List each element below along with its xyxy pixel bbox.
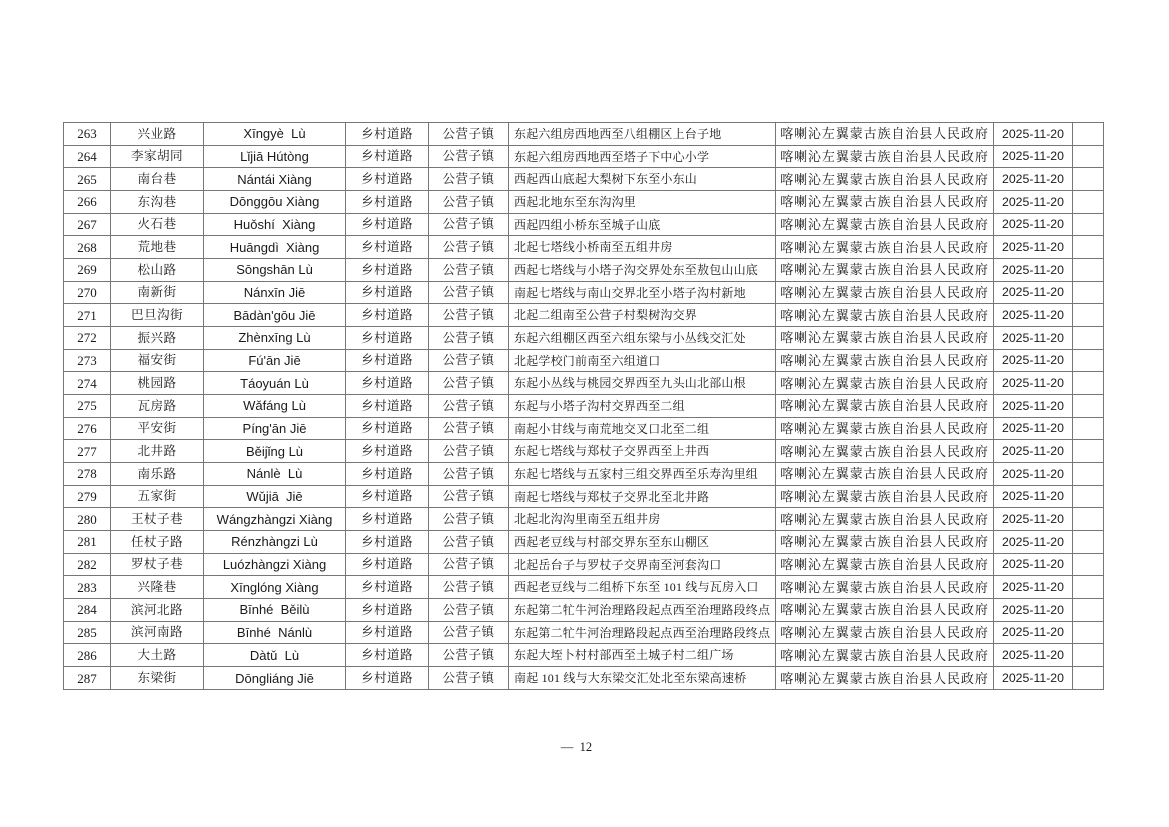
road-name-chinese: 兴业路 [111,123,204,146]
row-number: 265 [64,168,111,191]
road-name-pinyin: Táoyuán Lù [204,372,346,395]
township: 公营子镇 [429,213,509,236]
remarks-empty-cell [1073,372,1104,395]
approval-date: 2025-11-20 [994,485,1073,508]
road-type: 乡村道路 [346,599,429,622]
table-row [64,667,1104,690]
road-name-chinese: 大土路 [111,644,204,667]
approving-authority: 喀喇沁左翼蒙古族自治县人民政府 [776,168,994,191]
table-row [64,621,1104,644]
approving-authority: 喀喇沁左翼蒙古族自治县人民政府 [776,440,994,463]
approving-authority: 喀喇沁左翼蒙古族自治县人民政府 [776,531,994,554]
table-row [64,395,1104,418]
road-name-pinyin: Fú'ān Jiē [204,349,346,372]
township: 公营子镇 [429,259,509,282]
row-number: 277 [64,440,111,463]
table-row [64,123,1104,146]
road-name-chinese: 任杖子路 [111,531,204,554]
road-name-chinese: 瓦房路 [111,395,204,418]
approval-date: 2025-11-20 [994,236,1073,259]
approving-authority: 喀喇沁左翼蒙古族自治县人民政府 [776,417,994,440]
approval-date: 2025-11-20 [994,304,1073,327]
row-number: 275 [64,395,111,418]
road-extent-description: 东起七塔线与五家村三组交界西至乐寿沟里组 [509,463,776,486]
approval-date: 2025-11-20 [994,168,1073,191]
road-name-chinese: 松山路 [111,259,204,282]
page-number: — 12 [560,740,593,754]
road-type: 乡村道路 [346,327,429,350]
table-row [64,576,1104,599]
road-name-chinese: 福安街 [111,349,204,372]
table-row [64,644,1104,667]
road-extent-description: 东起第二牤牛河治理路段起点西至治理路段终点 [509,621,776,644]
approval-date: 2025-11-20 [994,463,1073,486]
road-type: 乡村道路 [346,667,429,690]
approval-date: 2025-11-20 [994,531,1073,554]
approval-date: 2025-11-20 [994,213,1073,236]
row-number: 282 [64,553,111,576]
remarks-empty-cell [1073,145,1104,168]
table-row [64,191,1104,214]
approval-date: 2025-11-20 [994,553,1073,576]
road-type: 乡村道路 [346,485,429,508]
road-extent-description: 北起七塔线小桥南至五组井房 [509,236,776,259]
township: 公营子镇 [429,168,509,191]
road-type: 乡村道路 [346,644,429,667]
road-type: 乡村道路 [346,236,429,259]
remarks-empty-cell [1073,304,1104,327]
approval-date: 2025-11-20 [994,508,1073,531]
remarks-empty-cell [1073,621,1104,644]
row-number: 268 [64,236,111,259]
approval-date: 2025-11-20 [994,395,1073,418]
approving-authority: 喀喇沁左翼蒙古族自治县人民政府 [776,236,994,259]
remarks-empty-cell [1073,327,1104,350]
table-row [64,145,1104,168]
township: 公营子镇 [429,508,509,531]
township: 公营子镇 [429,440,509,463]
road-type: 乡村道路 [346,576,429,599]
remarks-empty-cell [1073,485,1104,508]
row-number: 286 [64,644,111,667]
remarks-empty-cell [1073,213,1104,236]
road-extent-description: 东起六组棚区西至六组东梁与小丛线交汇处 [509,327,776,350]
road-name-pinyin: Nántái Xiàng [204,168,346,191]
approving-authority: 喀喇沁左翼蒙古族自治县人民政府 [776,621,994,644]
township: 公营子镇 [429,123,509,146]
row-number: 285 [64,621,111,644]
road-extent-description: 东起小丛线与桃园交界西至九头山北部山根 [509,372,776,395]
table-row [64,508,1104,531]
road-type: 乡村道路 [346,553,429,576]
road-name-pinyin: Bīnhé Běilù [204,599,346,622]
road-type: 乡村道路 [346,621,429,644]
approval-date: 2025-11-20 [994,145,1073,168]
township: 公营子镇 [429,576,509,599]
table-row [64,372,1104,395]
remarks-empty-cell [1073,463,1104,486]
road-name-chinese: 南台巷 [111,168,204,191]
approving-authority: 喀喇沁左翼蒙古族自治县人民政府 [776,463,994,486]
approval-date: 2025-11-20 [994,372,1073,395]
approval-date: 2025-11-20 [994,281,1073,304]
road-extent-description: 东起六组房西地西至塔子下中心小学 [509,145,776,168]
township: 公营子镇 [429,599,509,622]
table-row [64,531,1104,554]
remarks-empty-cell [1073,667,1104,690]
remarks-empty-cell [1073,576,1104,599]
remarks-empty-cell [1073,123,1104,146]
row-number: 280 [64,508,111,531]
road-name-chinese: 南新街 [111,281,204,304]
township: 公营子镇 [429,145,509,168]
approving-authority: 喀喇沁左翼蒙古族自治县人民政府 [776,259,994,282]
row-number: 270 [64,281,111,304]
table-row [64,485,1104,508]
row-number: 274 [64,372,111,395]
approval-date: 2025-11-20 [994,327,1073,350]
road-name-pinyin: Rénzhàngzi Lù [204,531,346,554]
approval-date: 2025-11-20 [994,621,1073,644]
road-type: 乡村道路 [346,213,429,236]
township: 公营子镇 [429,395,509,418]
road-name-pinyin: Xīngyè Lù [204,123,346,146]
row-number: 272 [64,327,111,350]
approval-date: 2025-11-20 [994,417,1073,440]
road-type: 乡村道路 [346,440,429,463]
road-extent-description: 西起北地东至东沟沟里 [509,191,776,214]
approving-authority: 喀喇沁左翼蒙古族自治县人民政府 [776,553,994,576]
road-name-pinyin: Bādàn'gōu Jiē [204,304,346,327]
township: 公营子镇 [429,667,509,690]
row-number: 264 [64,145,111,168]
road-name-chinese: 平安街 [111,417,204,440]
road-type: 乡村道路 [346,349,429,372]
road-name-pinyin: Huǒshí Xiàng [204,213,346,236]
table-row [64,327,1104,350]
road-extent-description: 西起七塔线与小塔子沟交界处东至敖包山山底 [509,259,776,282]
row-number: 287 [64,667,111,690]
road-name-chinese: 滨河北路 [111,599,204,622]
approving-authority: 喀喇沁左翼蒙古族自治县人民政府 [776,395,994,418]
approving-authority: 喀喇沁左翼蒙古族自治县人民政府 [776,213,994,236]
township: 公营子镇 [429,531,509,554]
road-extent-description: 北起北沟沟里南至五组井房 [509,508,776,531]
table-row [64,281,1104,304]
road-extent-description: 北起二组南至公营子村梨树沟交界 [509,304,776,327]
road-type: 乡村道路 [346,123,429,146]
road-name-chinese: 罗杖子巷 [111,553,204,576]
remarks-empty-cell [1073,259,1104,282]
road-name-chinese: 北井路 [111,440,204,463]
row-number: 266 [64,191,111,214]
road-name-pinyin: Běijǐng Lù [204,440,346,463]
township: 公营子镇 [429,372,509,395]
table-row [64,349,1104,372]
approval-date: 2025-11-20 [994,667,1073,690]
table-row [64,417,1104,440]
table-row [64,259,1104,282]
approving-authority: 喀喇沁左翼蒙古族自治县人民政府 [776,327,994,350]
remarks-empty-cell [1073,553,1104,576]
township: 公营子镇 [429,236,509,259]
road-extent-description: 南起七塔线与南山交界北至小塔子沟村新地 [509,281,776,304]
row-number: 269 [64,259,111,282]
road-name-chinese: 李家胡同 [111,145,204,168]
road-name-chinese: 火石巷 [111,213,204,236]
approval-date: 2025-11-20 [994,123,1073,146]
table-row [64,553,1104,576]
road-extent-description: 北起学校门前南至六组道口 [509,349,776,372]
road-extent-description: 西起四组小桥东至城子山底 [509,213,776,236]
township: 公营子镇 [429,553,509,576]
row-number: 281 [64,531,111,554]
road-name-pinyin: Sōngshān Lù [204,259,346,282]
approving-authority: 喀喇沁左翼蒙古族自治县人民政府 [776,349,994,372]
road-name-pinyin: Wǎfáng Lù [204,395,346,418]
road-name-pinyin: Bīnhé Nánlù [204,621,346,644]
road-name-pinyin: Nánlè Lù [204,463,346,486]
approval-date: 2025-11-20 [994,599,1073,622]
road-name-chinese: 振兴路 [111,327,204,350]
remarks-empty-cell [1073,236,1104,259]
approving-authority: 喀喇沁左翼蒙古族自治县人民政府 [776,667,994,690]
road-type: 乡村道路 [346,395,429,418]
road-type: 乡村道路 [346,259,429,282]
road-type: 乡村道路 [346,304,429,327]
approval-date: 2025-11-20 [994,576,1073,599]
road-name-chinese: 五家街 [111,485,204,508]
township: 公营子镇 [429,485,509,508]
road-extent-description: 南起七塔线与郑杖子交界北至北井路 [509,485,776,508]
approving-authority: 喀喇沁左翼蒙古族自治县人民政府 [776,599,994,622]
township: 公营子镇 [429,463,509,486]
road-extent-description: 东起大垤卜村村部西至土城子村二组广场 [509,644,776,667]
road-name-chinese: 东梁街 [111,667,204,690]
township: 公营子镇 [429,304,509,327]
township: 公营子镇 [429,281,509,304]
row-number: 283 [64,576,111,599]
row-number: 273 [64,349,111,372]
table-row [64,236,1104,259]
road-name-pinyin: Nánxīn Jiē [204,281,346,304]
approval-date: 2025-11-20 [994,191,1073,214]
road-type: 乡村道路 [346,508,429,531]
township: 公营子镇 [429,349,509,372]
remarks-empty-cell [1073,644,1104,667]
row-number: 267 [64,213,111,236]
approval-date: 2025-11-20 [994,349,1073,372]
road-extent-description: 西起老豆线与二组桥下东至 101 线与瓦房入口 [509,576,776,599]
remarks-empty-cell [1073,395,1104,418]
road-extent-description: 南起 101 线与大东梁交汇处北至东梁高速桥 [509,667,776,690]
remarks-empty-cell [1073,440,1104,463]
road-name-pinyin: Wángzhàngzi Xiàng [204,508,346,531]
approving-authority: 喀喇沁左翼蒙古族自治县人民政府 [776,281,994,304]
road-name-pinyin: Zhènxīng Lù [204,327,346,350]
township: 公营子镇 [429,417,509,440]
road-name-chinese: 滨河南路 [111,621,204,644]
approving-authority: 喀喇沁左翼蒙古族自治县人民政府 [776,145,994,168]
road-type: 乡村道路 [346,145,429,168]
approving-authority: 喀喇沁左翼蒙古族自治县人民政府 [776,644,994,667]
road-type: 乡村道路 [346,531,429,554]
road-type: 乡村道路 [346,372,429,395]
approving-authority: 喀喇沁左翼蒙古族自治县人民政府 [776,123,994,146]
township: 公营子镇 [429,191,509,214]
approving-authority: 喀喇沁左翼蒙古族自治县人民政府 [776,508,994,531]
table-body [64,123,1104,690]
table-row [64,168,1104,191]
road-type: 乡村道路 [346,417,429,440]
road-extent-description: 西起老豆线与村部交界东至东山棚区 [509,531,776,554]
road-name-pinyin: Huāngdì Xiàng [204,236,346,259]
road-name-chinese: 兴隆巷 [111,576,204,599]
table-row [64,463,1104,486]
remarks-empty-cell [1073,531,1104,554]
township: 公营子镇 [429,327,509,350]
approval-date: 2025-11-20 [994,440,1073,463]
road-name-chinese: 桃园路 [111,372,204,395]
road-extent-description: 南起小甘线与南荒地交叉口北至二组 [509,417,776,440]
road-name-pinyin: Luózhàngzi Xiàng [204,553,346,576]
road-extent-description: 北起岳台子与罗杖子交界南至河套沟口 [509,553,776,576]
road-name-pinyin: Píng'ān Jiē [204,417,346,440]
road-name-chinese: 东沟巷 [111,191,204,214]
road-name-pinyin: Dōngliáng Jiē [204,667,346,690]
table-row [64,304,1104,327]
remarks-empty-cell [1073,168,1104,191]
approving-authority: 喀喇沁左翼蒙古族自治县人民政府 [776,191,994,214]
road-name-chinese: 南乐路 [111,463,204,486]
road-name-pinyin: Wǔjiā Jiē [204,485,346,508]
remarks-empty-cell [1073,281,1104,304]
approving-authority: 喀喇沁左翼蒙古族自治县人民政府 [776,304,994,327]
road-type: 乡村道路 [346,168,429,191]
township: 公营子镇 [429,644,509,667]
remarks-empty-cell [1073,599,1104,622]
row-number: 276 [64,417,111,440]
road-name-table [63,122,1104,690]
road-extent-description: 东起第二牤牛河治理路段起点西至治理路段终点 [509,599,776,622]
table-row [64,213,1104,236]
road-type: 乡村道路 [346,281,429,304]
approving-authority: 喀喇沁左翼蒙古族自治县人民政府 [776,485,994,508]
road-extent-description: 东起七塔线与郑杖子交界西至上井西 [509,440,776,463]
road-type: 乡村道路 [346,191,429,214]
row-number: 263 [64,123,111,146]
road-extent-description: 东起与小塔子沟村交界西至二组 [509,395,776,418]
table-row [64,440,1104,463]
road-extent-description: 西起西山底起大梨树下东至小东山 [509,168,776,191]
road-extent-description: 东起六组房西地西至八组棚区上台子地 [509,123,776,146]
remarks-empty-cell [1073,417,1104,440]
row-number: 279 [64,485,111,508]
approving-authority: 喀喇沁左翼蒙古族自治县人民政府 [776,372,994,395]
road-name-pinyin: Xīnglóng Xiàng [204,576,346,599]
road-name-chinese: 巴旦沟街 [111,304,204,327]
table-row [64,599,1104,622]
road-name-pinyin: Dàtǔ Lù [204,644,346,667]
remarks-empty-cell [1073,191,1104,214]
road-name-chinese: 荒地巷 [111,236,204,259]
road-name-chinese: 王杖子巷 [111,508,204,531]
road-name-pinyin: Lǐjiā Hútòng [204,145,346,168]
remarks-empty-cell [1073,349,1104,372]
row-number: 271 [64,304,111,327]
row-number: 278 [64,463,111,486]
road-name-pinyin: Dōnggōu Xiàng [204,191,346,214]
road-type: 乡村道路 [346,463,429,486]
remarks-empty-cell [1073,508,1104,531]
township: 公营子镇 [429,621,509,644]
approval-date: 2025-11-20 [994,644,1073,667]
approval-date: 2025-11-20 [994,259,1073,282]
row-number: 284 [64,599,111,622]
approving-authority: 喀喇沁左翼蒙古族自治县人民政府 [776,576,994,599]
